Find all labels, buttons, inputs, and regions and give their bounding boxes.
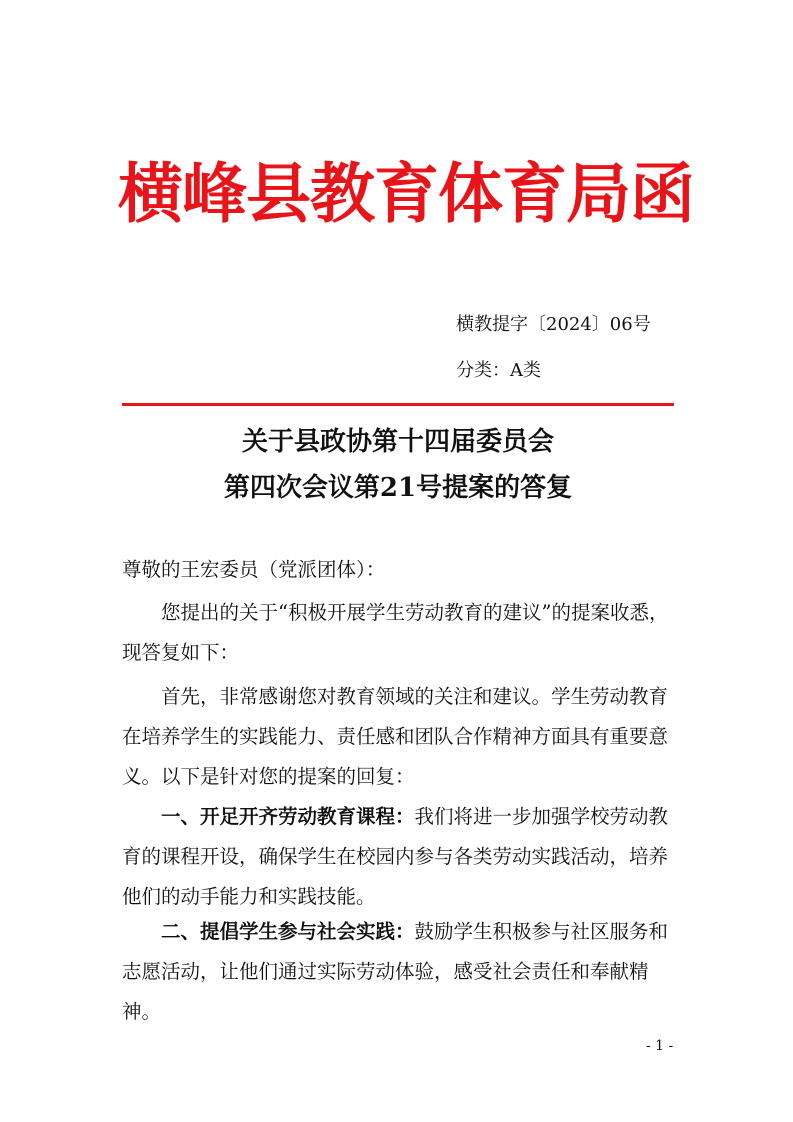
paragraph-point-one (122, 797, 674, 917)
point-one-heading: 一、开足开齐劳动教育课程： (161, 805, 415, 828)
paragraph-acknowledgement: 您提出的关于“积极开展学生劳动教育的建议”的提案收悉，现答复如下： (122, 601, 669, 664)
document-category: 分类：A类 (456, 360, 541, 381)
point-one-text: 我们将进一步加强学校劳动教育的课程开设，确保学生在校园内参与各类劳动实践活动，培养他们的动手能力和实践技能。 (122, 805, 669, 908)
paragraph-point-two (122, 912, 674, 1032)
red-divider-line (122, 403, 674, 406)
reply-title-line-2: 第四次会议第21号提案的答复 (223, 473, 573, 503)
agency-letterhead-title: 横峰县教育体育局函 (118, 157, 695, 232)
page-number: - 1 - (646, 1038, 674, 1054)
point-two-text: 鼓励学生积极参与社区服务和志愿活动，让他们通过实际劳动体验，感受社会责任和奉献精神。 (122, 920, 669, 1023)
salutation: 尊敬的王宏委员（党派团体）： (122, 558, 386, 581)
reply-title-line-1: 关于县政协第十四届委员会 (241, 427, 554, 457)
document-number: 横教提字〔2024〕06号 (456, 314, 651, 335)
paragraph-introduction: 首先，非常感谢您对教育领域的关注和建议。学生劳动教育在培养学生的实践能力、责任感和团队合作精神方面具有重要意义。以下是针对您的提案的回复： (122, 685, 669, 788)
point-two-heading: 二、提倡学生参与社会实践： (161, 920, 415, 943)
